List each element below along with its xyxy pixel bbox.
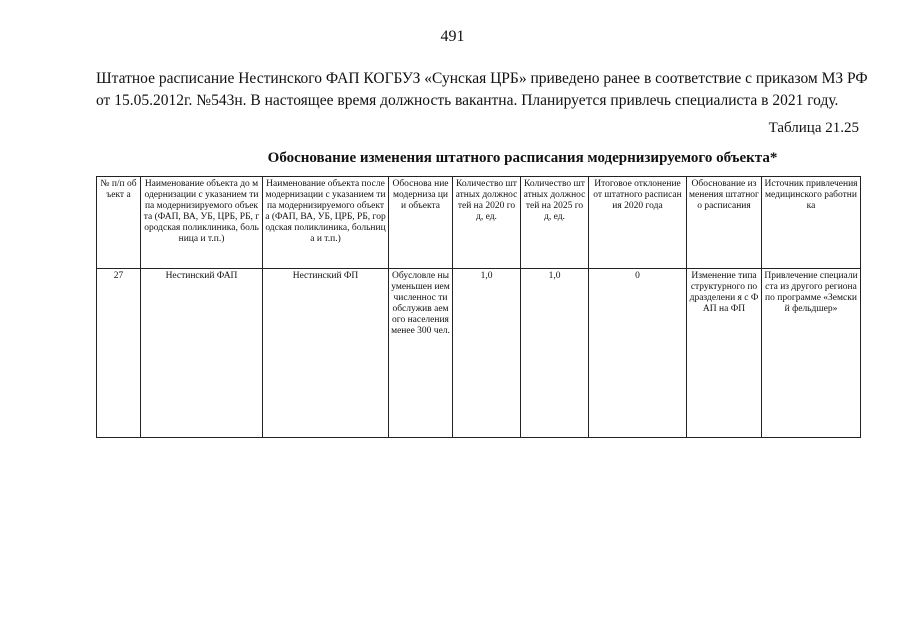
header-name-before: Наименование объекта до модернизации с указанием типа модернизируемого объекта (ФАП, ВА, УБ, ЦРБ, РБ, городская поликлиника, больница и т.п.): [141, 177, 263, 269]
header-justification: Обоснова ние модерниза ции объекта: [389, 177, 453, 269]
cell-name-before: Нестинский ФАП: [141, 269, 263, 438]
cell-deviation: 0: [589, 269, 687, 438]
cell-staff-2020: 1,0: [453, 269, 521, 438]
table-header-row: [97, 177, 861, 269]
intro-paragraph: [96, 68, 868, 112]
header-change-reason: Обоснование изменения штатного расписания: [687, 177, 762, 269]
cell-staff-2025: 1,0: [521, 269, 589, 438]
staffing-table: [96, 176, 861, 438]
paragraph-line-1: Штатное расписание Нестинского ФАП КОГБУЗ «Сунская ЦРБ» приведено ранее в соответствие с приказом МЗ РФ: [96, 70, 868, 87]
page-number: 491: [440, 28, 465, 45]
header-staff-2025: Количество штатных должностей на 2025 год, ед.: [521, 177, 589, 269]
header-deviation: Итоговое отклонение от штатного расписания 2020 года: [589, 177, 687, 269]
table-label: Таблица 21.25: [768, 120, 859, 136]
header-source: Источник привлечения медицинского работника: [762, 177, 861, 269]
header-name-after: Наименование объекта после модернизации с указанием типа модернизируемого объекта (ФАП, ВА, УБ, ЦРБ, РБ, городская поликлиника, больница и т.п.): [263, 177, 389, 269]
paragraph-line-2: от 15.05.2012г. №543н. В настоящее время должность вакантна. Планируется привлечь специалиста в 2021 году.: [96, 92, 839, 109]
header-number: № п/п объект а: [97, 177, 141, 269]
table-title: Обоснование изменения штатного расписания модернизируемого объекта*: [267, 150, 778, 166]
cell-justification: Обусловле ны уменьшен ием численнос ти обслужив аемого населения менее 300 чел.: [389, 269, 453, 438]
table-row: [97, 269, 861, 438]
header-staff-2020: Количество штатных должностей на 2020 год, ед.: [453, 177, 521, 269]
cell-name-after: Нестинский ФП: [263, 269, 389, 438]
cell-change-reason: Изменение типа структурного подразделени я с ФАП на ФП: [687, 269, 762, 438]
cell-source: Привлечение специалиста из другого региона по программе «Земский фельдшер»: [762, 269, 861, 438]
cell-number: 27: [97, 269, 141, 438]
